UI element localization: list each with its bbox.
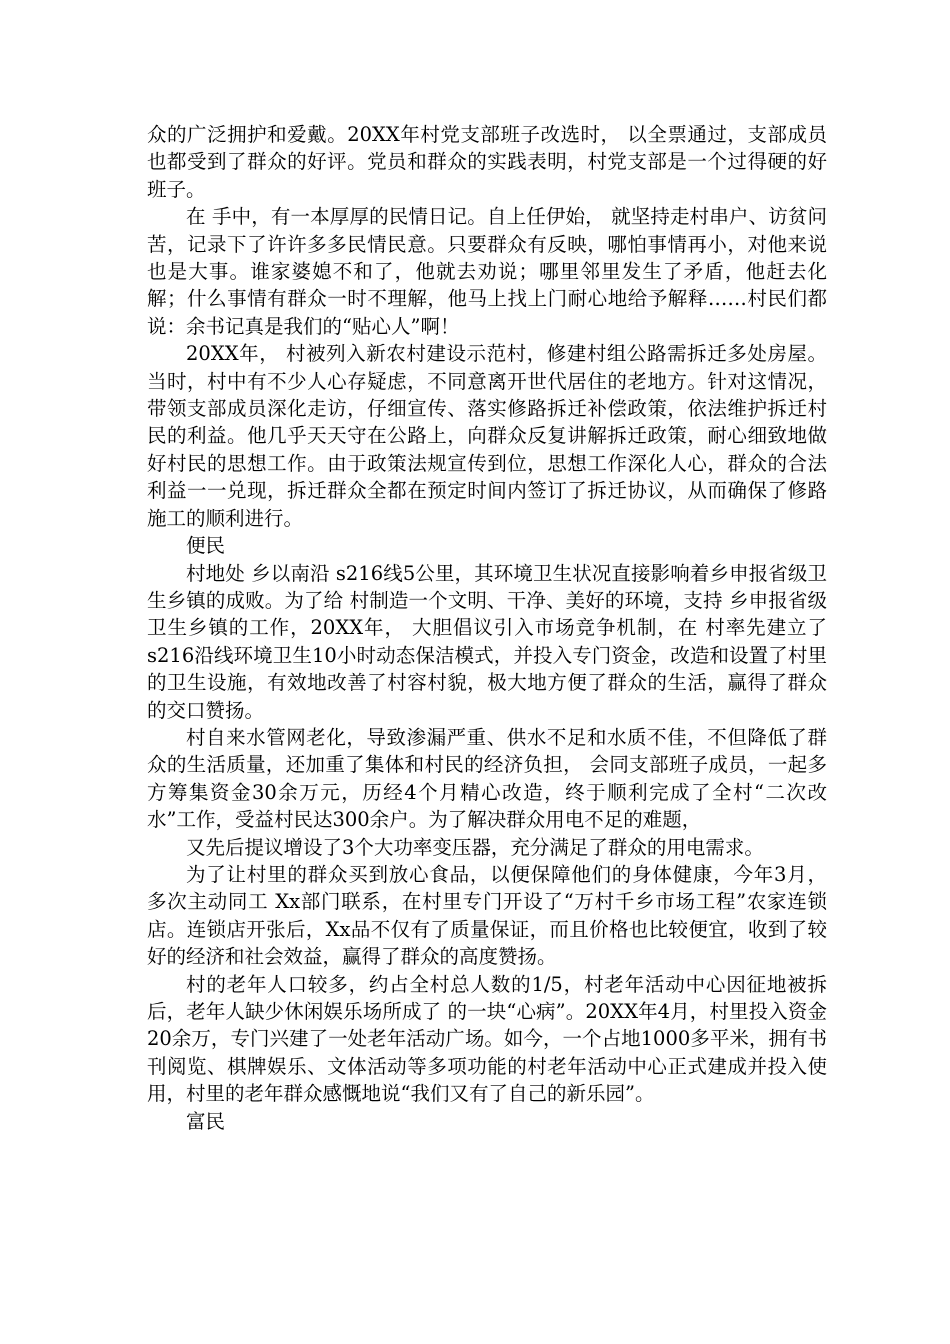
section-heading-prosperity: 富民 (186, 1109, 226, 1133)
paragraph-chain-store: 为了让村里的群众买到放心食品，以便保障他们的身体健康，今年3月， 多次主动同工 Xx部门联系，在村里专门开设了“万村千乡市场工程”农家连锁店。连锁店开张后，Xx品不仅有了质量保证，而且价格也比较便宜，收到了较好的经济和社会效益，赢得了群众的高度赞扬。 (147, 862, 827, 969)
paragraph-water-supply: 村自来水管网老化，导致渗漏严重、供水不足和水质不佳，不但降低了群众的生活质量，还加重了集体和村民的经济负担， 会同支部班子成员，一起多方筹集资金30余万元，历经4个月精心改造，终于顺利完成了全村“二次改水”工作，受益村民达300余户。为了解决群众用电不足的难题， (147, 725, 827, 832)
paragraph-transformers: 又先后提议增设了3个大功率变压器，充分满足了群众的用电需求。 (186, 835, 764, 859)
paragraph-road-demolition: 20XX年， 村被列入新农村建设示范村，修建村组公路需拆迁多处房屋。当时，村中有不少人心存疑虑，不同意离开世代居住的老地方。针对这情况， 带领支部成员深化走访，仔细宣传、落实修路拆迁补偿政策，依法维护拆迁村民的利益。他几乎天天守在公路上，向群众反复讲解拆迁政策，耐心细致地做好村民的思想工作。由于政策法规宣传到位，思想工作深化人心，群众的合法利益一一兑现，拆迁群众全都在预定时间内签订了拆迁协议，从而确保了修路施工的顺利进行。 (147, 342, 827, 530)
paragraph-elderly-center: 村的老年人口较多，约占全村总人数的1/5，村老年活动中心因征地被拆后，老年人缺少休闲娱乐场所成了 的一块“心病”。20XX年4月，村里投入资金20余万，专门兴建了一处老年活动广场。如今，一个占地1000多平米，拥有书刊阅览、棋牌娱乐、文体活动等多项功能的村老年活动中心正式建成并投入使用，村里的老年群众感慨地说“我们又有了自己的新乐园”。 (147, 972, 827, 1106)
paragraph-party-branch-election: 众的广泛拥护和爱戴。20XX年村党支部班子改选时， 以全票通过，支部成员也都受到了群众的好评。党员和群众的实践表明，村党支部是一个过得硬的好班子。 (147, 123, 827, 201)
paragraph-environment-sanitation: 村地处 乡以南沿 s216线5公里，其环境卫生状况直接影响着乡申报省级卫生乡镇的成败。为了给 村制造一个文明、干净、美好的环境，支持 乡申报省级卫生乡镇的工作，20XX年， 大胆倡议引入市场竞争机制，在 村率先建立了 s216沿线环境卫生10小时动态保洁模式，并投入专门资金，改造和设置了村里的卫生设施，有效地改善了村容村貌，极大地方便了群众的生活，赢得了群众的交口赞扬。 (147, 561, 827, 722)
document-body (147, 121, 827, 1135)
paragraph-people-diary: 在 手中，有一本厚厚的民情日记。自上任伊始， 就坚持走村串户、访贫问苦，记录下了许许多多民情民意。只要群众有反映，哪怕事情再小，对他来说也是大事。谁家婆媳不和了，他就去劝说；哪里邻里发生了矛盾，他赶去化解；什么事情有群众一时不理解，他马上找上门耐心地给予解释……村民们都说：余书记真是我们的“贴心人”啊！ (147, 205, 827, 338)
section-heading-convenience: 便民 (186, 534, 226, 558)
